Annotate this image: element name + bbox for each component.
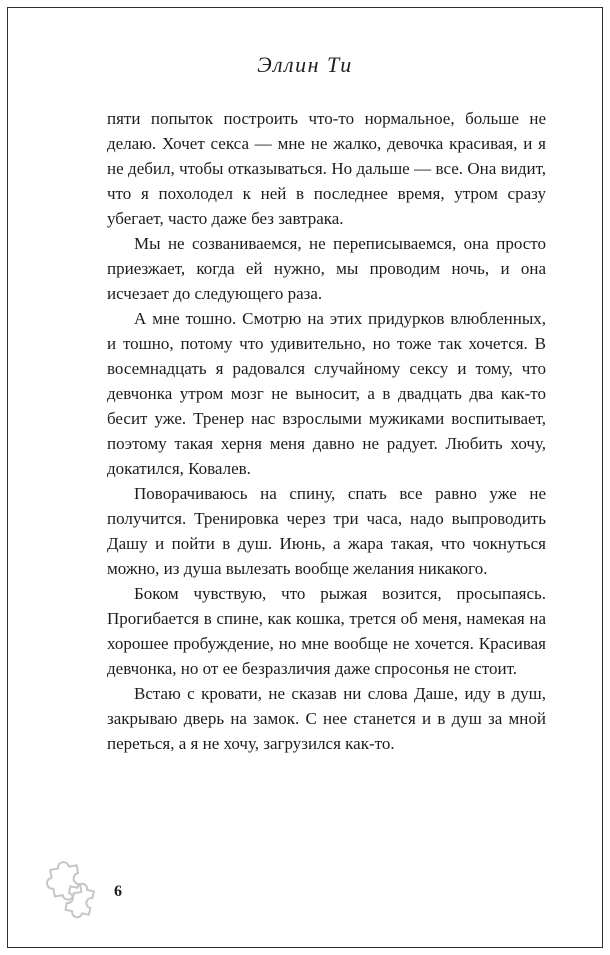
paragraph: Встаю с кровати, не сказав ни слова Даше, иду в душ, закрываю дверь на замок. С нее станется и в душ за мной переться, а я не хочу, загрузился как-то.	[107, 684, 546, 753]
puzzle-icon	[44, 849, 106, 921]
page-footer	[44, 845, 164, 925]
paragraph: Мы не созваниваемся, не переписываемся, она просто приезжает, когда ей нужно, мы проводим ночь, и она исчезает до следующего раза.	[107, 234, 546, 303]
paragraph: Боком чувствую, что рыжая возится, просыпаясь. Прогибается в спине, как кошка, трется об меня, намекая на хорошее пробуждение, но мне вообще не хочется. Красивая девчонка, но от ее безразличия даже спросонья не стоит.	[107, 584, 546, 678]
paragraph: А мне тошно. Смотрю на этих придурков влюбленных, и тошно, потому что удивительно, но тоже так хочется. В восемнадцать я радовался случайному сексу и тому, что девчонка утром мозг не выносит, а в двадцать два как-то бесит уже. Тренер нас взрослыми мужиками воспитывает, поэтому такая херня меня давно не радует. Любить хочу, докатился, Ковалев.	[107, 309, 546, 478]
paragraph: пяти попыток построить что-то нормальное, больше не делаю. Хочет секса — мне не жалко, девочка красивая, и я не дебил, чтобы отказываться. Но дальше — все. Она видит, что я похолодел к ней в последнее время, утром сразу убегает, часто даже без завтрака.	[107, 109, 546, 228]
paragraph: Поворачиваюсь на спину, спать все равно уже не получится. Тренировка через три часа, надо выпроводить Дашу и пойти в душ. Июнь, а жара такая, что чокнуться можно, из душа вылезать вообще желания никакого.	[107, 484, 546, 578]
author-name: Эллин Ти	[257, 52, 353, 77]
page-text	[107, 106, 546, 756]
page-number: 6	[114, 883, 122, 900]
